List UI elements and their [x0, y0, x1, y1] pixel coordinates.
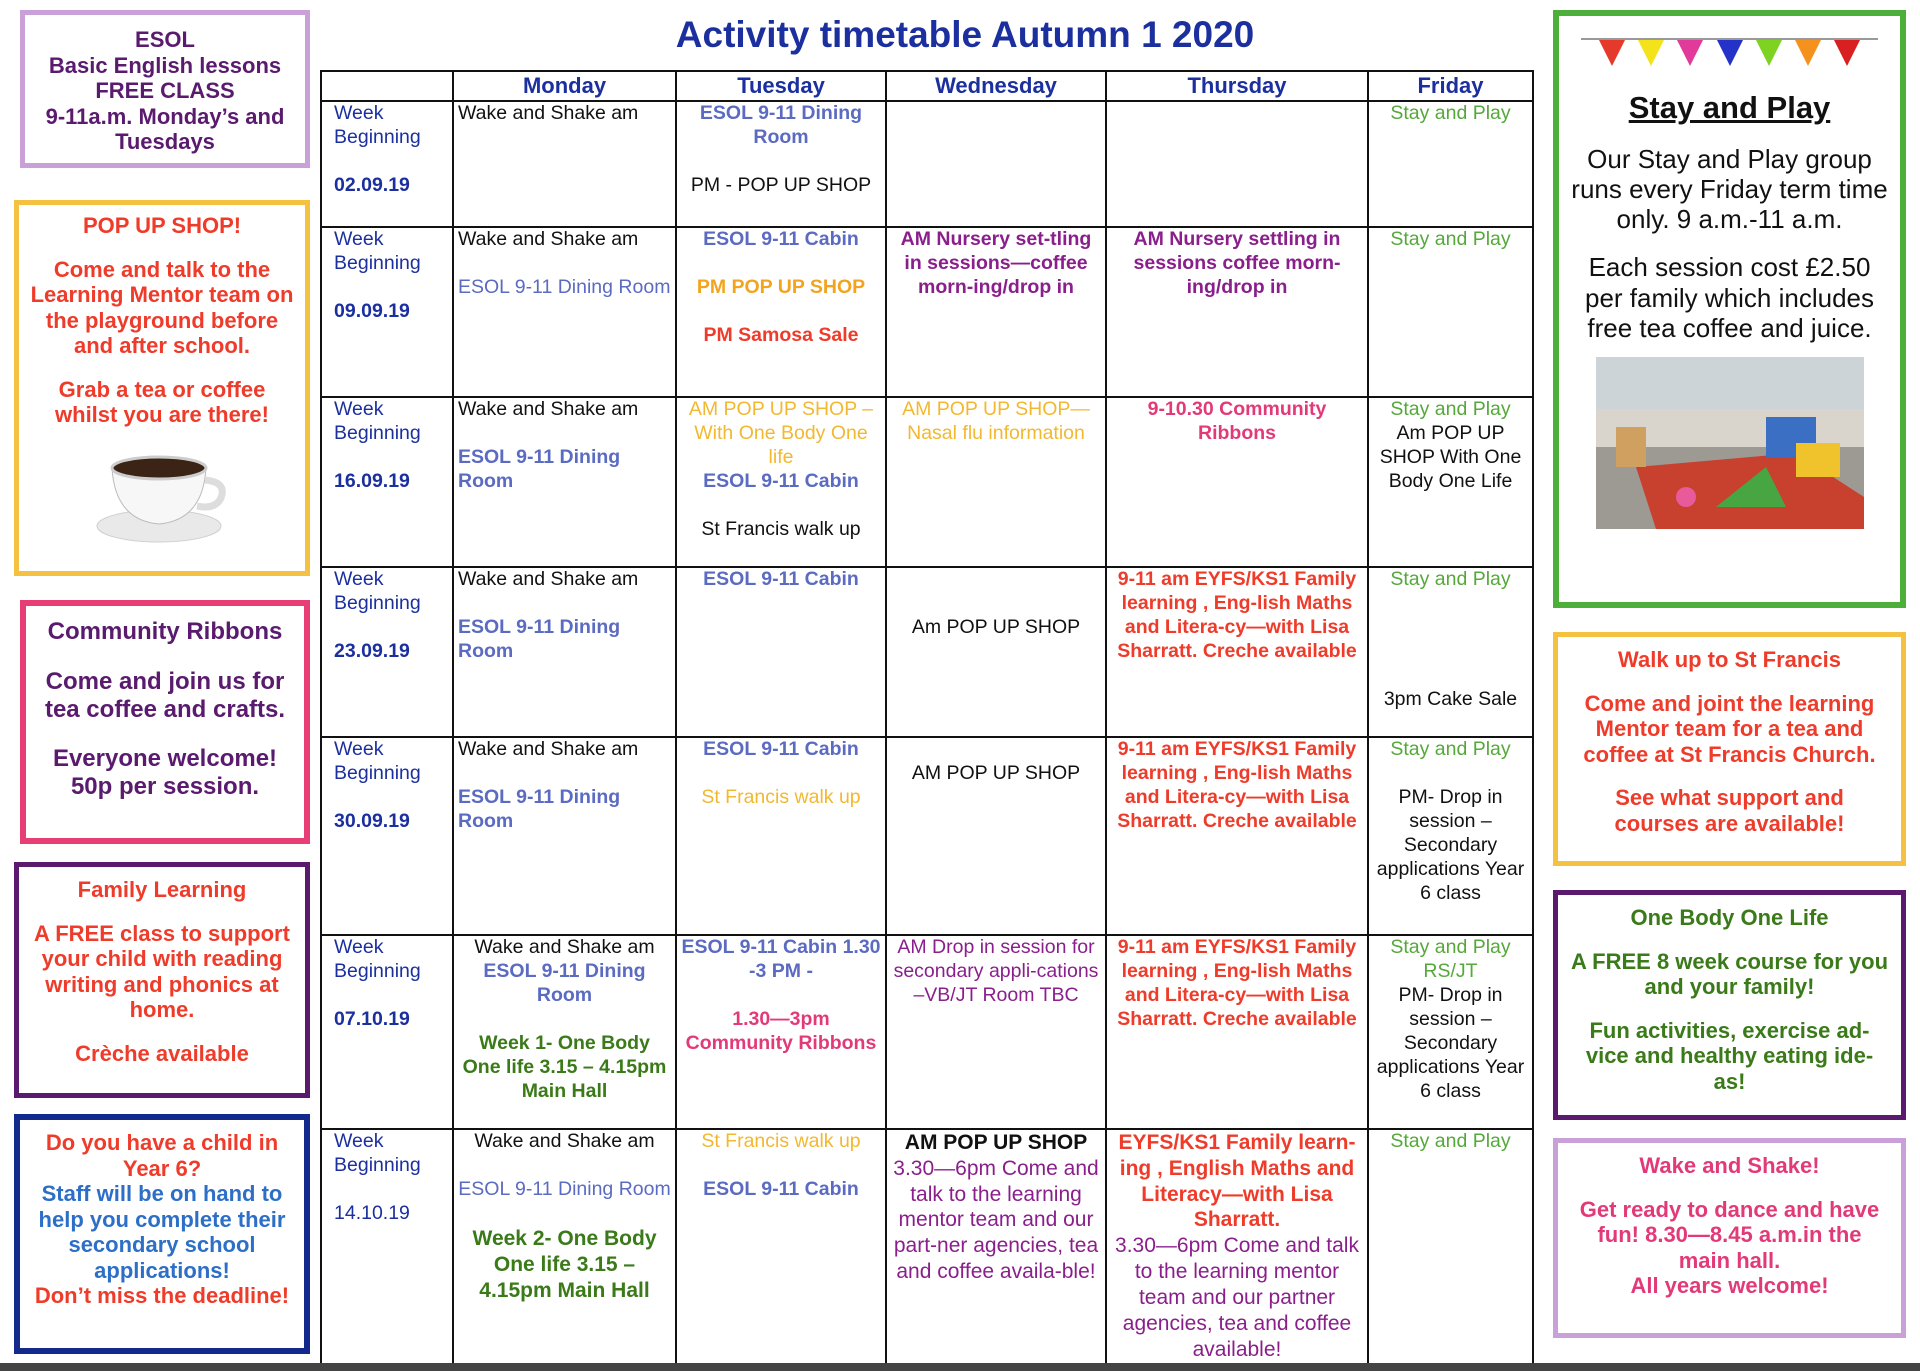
monday-cell: Wake and Shake am ESOL 9-11 Dining Room — [453, 397, 676, 567]
thursday-cell: 9-11 am EYFS/KS1 Family learning , Eng-lish Maths and Litera-cy—with Lisa Sharratt. Creche available — [1106, 737, 1368, 935]
obol-body: A FREE 8 week course for you and your family! — [1570, 948, 1889, 1000]
esol-line: 9-11a.m. Monday’s and Tuesdays — [45, 103, 285, 155]
tuesday-cell: ESOL 9-11 Cabin 1.30 -3 PM - 1.30—3pm Community Ribbons — [676, 935, 886, 1129]
family-box — [14, 862, 310, 1098]
obol-body-2: Fun activities, exercise ad-vice and healthy eating ide-as! — [1585, 1017, 1874, 1094]
wake-title: Wake and Shake! — [1639, 1153, 1820, 1178]
coffee-cup-icon — [87, 438, 237, 548]
stay-play-box — [1553, 10, 1906, 608]
week-cell: Week Beginning 16.09.19 — [321, 397, 453, 567]
thursday-cell: 9-11 am EYFS/KS1 Family learning , Eng-lish Maths and Litera-cy—with Lisa Sharratt. Creche available — [1106, 567, 1368, 737]
table-row — [321, 227, 1533, 397]
tuesday-cell: ESOL 9-11 Cabin — [676, 567, 886, 737]
week-cell: Week Beginning 14.10.19 — [321, 1129, 453, 1370]
monday-cell: Wake and Shake am ESOL 9-11 Dining Room — [453, 227, 676, 397]
wednesday-cell: AM POP UP SHOP — [886, 737, 1106, 935]
table-row — [321, 737, 1533, 935]
day-header: Monday — [453, 71, 676, 101]
week-date: 30.09.19 — [334, 809, 410, 832]
thursday-cell: EYFS/KS1 Family learn-ing , English Maths and Literacy—with Lisa Sharratt. 3.30—6pm Come and talk to the learning mentor team and our partner agencies, tea and coffee available! — [1106, 1129, 1368, 1370]
year6-box — [14, 1114, 310, 1354]
week-date: 09.09.19 — [334, 299, 410, 322]
week-cell: Week Beginning 02.09.19 — [321, 101, 453, 227]
ribbons-title: Community Ribbons — [47, 618, 283, 645]
wake-body: Get ready to dance and have fun! 8.30—8.45 a.m.in the main hall. — [1579, 1196, 1880, 1273]
thursday-cell: 9-10.30 Community Ribbons — [1106, 397, 1368, 567]
year6-help: Staff will be on hand to help you complete their secondary school applications! — [38, 1181, 286, 1283]
popup-box — [14, 200, 310, 576]
wake-body-2: All years welcome! — [1630, 1273, 1829, 1299]
friday-cell: Stay and Play RS/JT PM- Drop in session – Secondary applications Year 6 class — [1368, 935, 1533, 1129]
week-date: 02.09.19 — [334, 173, 410, 196]
walk-box — [1553, 632, 1906, 866]
family-body: A FREE class to support your child with reading writing and phonics at home. — [34, 920, 290, 1023]
day-header: Tuesday — [676, 71, 886, 101]
tuesday-cell: ESOL 9-11 Cabin St Francis walk up — [676, 737, 886, 935]
obol-title: One Body One Life — [1630, 905, 1829, 930]
popup-body: Come and talk to the Learning Mentor team on the playground before and after school. — [30, 256, 294, 359]
table-row — [321, 397, 1533, 567]
ribbons-body-2: Everyone welcome! 50p per session. — [52, 745, 278, 801]
stay-play-body-2: Each session cost £2.50 per family which includes free tea coffee and juice. — [1584, 252, 1874, 343]
timetable-header-row — [321, 71, 1533, 101]
tuesday-cell: St Francis walk up ESOL 9-11 Cabin — [676, 1129, 886, 1370]
bottom-edge-bar — [0, 1363, 1920, 1371]
monday-cell: Wake and Shake am ESOL 9-11 Dining Room Week 2- One Body One life 3.15 –4.15pm Main Hall — [453, 1129, 676, 1370]
tuesday-cell: ESOL 9-11 Dining Room PM - POP UP SHOP — [676, 101, 886, 227]
popup-body-2: Grab a tea or coffee whilst you are there! — [55, 376, 269, 428]
monday-cell: Wake and Shake am ESOL 9-11 Dining Room Week 1- One Body One life 3.15 – 4.15pm Main Hall — [453, 935, 676, 1129]
ribbons-box — [20, 600, 310, 844]
day-header: Thursday — [1106, 71, 1368, 101]
week-date: 23.09.19 — [334, 639, 410, 662]
week-date: 14.10.19 — [334, 1201, 410, 1224]
wednesday-cell: AM Nursery set-tling in sessions—coffee morn-ing/drop in — [886, 227, 1106, 397]
friday-cell: Stay and Play — [1368, 227, 1533, 397]
thursday-cell — [1106, 101, 1368, 227]
timetable — [320, 70, 1534, 1371]
monday-cell: Wake and Shake am — [453, 101, 676, 227]
table-row — [321, 935, 1533, 1129]
week-cell: Week Beginning 23.09.19 — [321, 567, 453, 737]
walk-body: Come and joint the learning Mentor team for a tea and coffee at St Francis Church. — [1583, 690, 1876, 767]
day-header: Friday — [1368, 71, 1533, 101]
thursday-cell: 9-11 am EYFS/KS1 Family learning , Eng-lish Maths and Litera-cy—with Lisa Sharratt. Creche available — [1106, 935, 1368, 1129]
friday-cell: Stay and Play — [1368, 1129, 1533, 1370]
wednesday-cell: AM Drop in session for secondary appli-cations –VB/JT Room TBC — [886, 935, 1106, 1129]
table-row — [321, 101, 1533, 227]
table-row — [321, 1129, 1533, 1370]
ribbons-body: Come and join us for tea coffee and crafts. — [44, 667, 286, 723]
week-cell: Week Beginning 30.09.19 — [321, 737, 453, 935]
year6-question: Do you have a child in Year 6? — [45, 1130, 279, 1181]
family-title: Family Learning — [77, 877, 247, 902]
esol-heading: ESOL — [135, 27, 195, 52]
year6-deadline: Don’t miss the deadline! — [34, 1283, 290, 1309]
week-cell: Week Beginning 07.10.19 — [321, 935, 453, 1129]
walk-title: Walk up to St Francis — [1618, 647, 1841, 672]
wednesday-cell — [886, 101, 1106, 227]
friday-cell: Stay and Play — [1368, 101, 1533, 227]
day-header: Wednesday — [886, 71, 1106, 101]
week-date: 07.10.19 — [334, 1007, 410, 1030]
friday-cell: Stay and Play 3pm Cake Sale — [1368, 567, 1533, 737]
monday-cell: Wake and Shake am ESOL 9-11 Dining Room — [453, 567, 676, 737]
tuesday-cell: AM POP UP SHOP – With One Body One life ESOL 9-11 Cabin St Francis walk up — [676, 397, 886, 567]
esol-line: Basic English lessons — [48, 52, 282, 78]
thursday-cell: AM Nursery settling in sessions coffee morn-ing/drop in — [1106, 227, 1368, 397]
stay-play-body: Our Stay and Play group runs every Friday term time only. 9 a.m.-11 a.m. — [1571, 143, 1888, 235]
friday-cell: Stay and Play Am POP UP SHOP With One Body One Life — [1368, 397, 1533, 567]
stay-play-title: Stay and Play — [1628, 90, 1831, 125]
tuesday-cell: ESOL 9-11 Cabin PM POP UP SHOP PM Samosa Sale — [676, 227, 886, 397]
wednesday-cell: Am POP UP SHOP — [886, 567, 1106, 737]
table-row — [321, 567, 1533, 737]
esol-box — [20, 10, 310, 168]
walk-body-2: See what support and courses are available! — [1614, 785, 1845, 836]
week-cell: Week Beginning 09.09.19 — [321, 227, 453, 397]
popup-title: POP UP SHOP! — [82, 213, 242, 238]
friday-cell: Stay and Play PM- Drop in session – Secondary applications Year 6 class — [1368, 737, 1533, 935]
monday-cell: Wake and Shake am ESOL 9-11 Dining Room — [453, 737, 676, 935]
corner-cell — [321, 71, 453, 101]
obol-box — [1553, 890, 1906, 1120]
wednesday-cell: AM POP UP SHOP 3.30—6pm Come and talk to the learning mentor team and our part-ner agencies, tea and coffee availa-ble! — [886, 1129, 1106, 1370]
family-body-2: Crèche available — [75, 1040, 249, 1066]
playroom-photo — [1596, 357, 1864, 529]
wake-box — [1553, 1138, 1906, 1338]
page-title: Activity timetable Autumn 1 2020 — [675, 14, 1255, 55]
week-date: 16.09.19 — [334, 469, 410, 492]
wednesday-cell: AM POP UP SHOP—Nasal flu information — [886, 397, 1106, 567]
bunting — [1581, 38, 1878, 84]
esol-line: FREE CLASS — [95, 78, 235, 104]
